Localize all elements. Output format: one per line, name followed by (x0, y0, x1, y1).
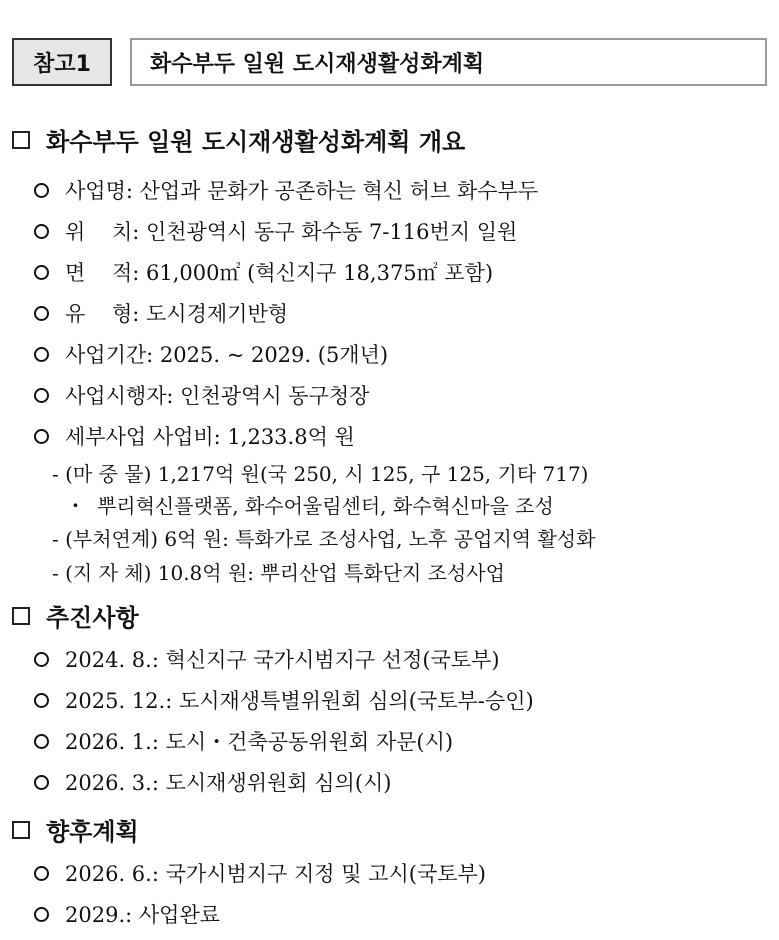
list-item (34, 644, 500, 674)
item-text: 사업명: 산업과 문화가 공존하는 혁신 허브 화수부두 (65, 179, 539, 203)
circle-bullet-icon (34, 652, 49, 667)
item-text: 2026. 3.: 도시재생위원회 심의(시) (65, 771, 392, 795)
section-plan-heading (12, 812, 139, 847)
square-checkbox-icon (12, 607, 30, 625)
item-text: 2029.: 사업완료 (65, 903, 221, 927)
circle-bullet-icon (34, 775, 49, 790)
item-text: 2026. 1.: 도시・건축공동위원회 자문(시) (65, 730, 454, 754)
circle-bullet-icon (34, 866, 49, 881)
circle-bullet-icon (34, 734, 49, 749)
list-item (34, 899, 220, 929)
list-item (34, 257, 493, 287)
list-item (34, 858, 486, 888)
item-text: 위 치: 인천광역시 동구 화수동 7-116번지 일원 (65, 220, 518, 244)
circle-bullet-icon (34, 347, 49, 362)
section-overview-heading (12, 122, 465, 157)
circle-bullet-icon (34, 693, 49, 708)
square-checkbox-icon (12, 131, 30, 149)
circle-bullet-icon (34, 306, 49, 321)
sub-item-linked: - (부처연계) 6억 원: 특화가로 조성사업, 노후 공업지역 활성화 (52, 527, 596, 551)
document-title: 화수부두 일원 도시재생활성화계획 (130, 38, 767, 86)
list-item (34, 175, 538, 205)
sub-item-mainline-detail (72, 490, 554, 519)
list-item (34, 421, 355, 451)
document-header (12, 38, 767, 90)
circle-bullet-icon (34, 907, 49, 922)
section-title: 향후계획 (46, 818, 139, 846)
item-text: 세부사업 사업비: 1,233.8억 원 (65, 425, 355, 449)
circle-bullet-icon (34, 224, 49, 239)
list-item (34, 298, 288, 328)
circle-bullet-icon (34, 265, 49, 280)
section-title: 추진사항 (46, 604, 139, 632)
item-text: 면 적: 61,000㎡ (혁신지구 18,375㎡ 포함) (65, 261, 494, 285)
circle-bullet-icon (34, 429, 49, 444)
item-text: 사업기간: 2025. ~ 2029. (5개년) (65, 343, 389, 367)
list-item (34, 685, 534, 715)
detail-text: 뿌리혁신플랫폼, 화수어울림센터, 화수혁신마을 조성 (96, 494, 554, 518)
item-text: 2025. 12.: 도시재생특별위원회 심의(국토부-승인) (65, 689, 534, 713)
item-text: 2026. 6.: 국가시범지구 지정 및 고시(국토부) (65, 862, 486, 886)
list-item (34, 339, 388, 369)
circle-bullet-icon (34, 183, 49, 198)
list-item (34, 767, 392, 797)
reference-label: 참고1 (12, 38, 112, 86)
list-item (34, 726, 453, 756)
section-title: 화수부두 일원 도시재생활성화계획 개요 (46, 128, 466, 156)
item-text: 유 형: 도시경제기반형 (65, 302, 289, 326)
circle-bullet-icon (34, 388, 49, 403)
section-progress-heading (12, 598, 139, 633)
list-item (34, 216, 517, 246)
list-item (34, 380, 369, 410)
middle-dot-icon: · (72, 492, 79, 517)
square-checkbox-icon (12, 821, 30, 839)
sub-item-mainline: - (마 중 물) 1,217억 원(국 250, 시 125, 구 125, 기타 717) (52, 462, 589, 486)
sub-item-local: - (지 자 체) 10.8억 원: 뿌리산업 특화단지 조성사업 (52, 561, 505, 585)
item-text: 사업시행자: 인천광역시 동구청장 (65, 384, 370, 408)
item-text: 2024. 8.: 혁신지구 국가시범지구 선정(국토부) (65, 648, 500, 672)
